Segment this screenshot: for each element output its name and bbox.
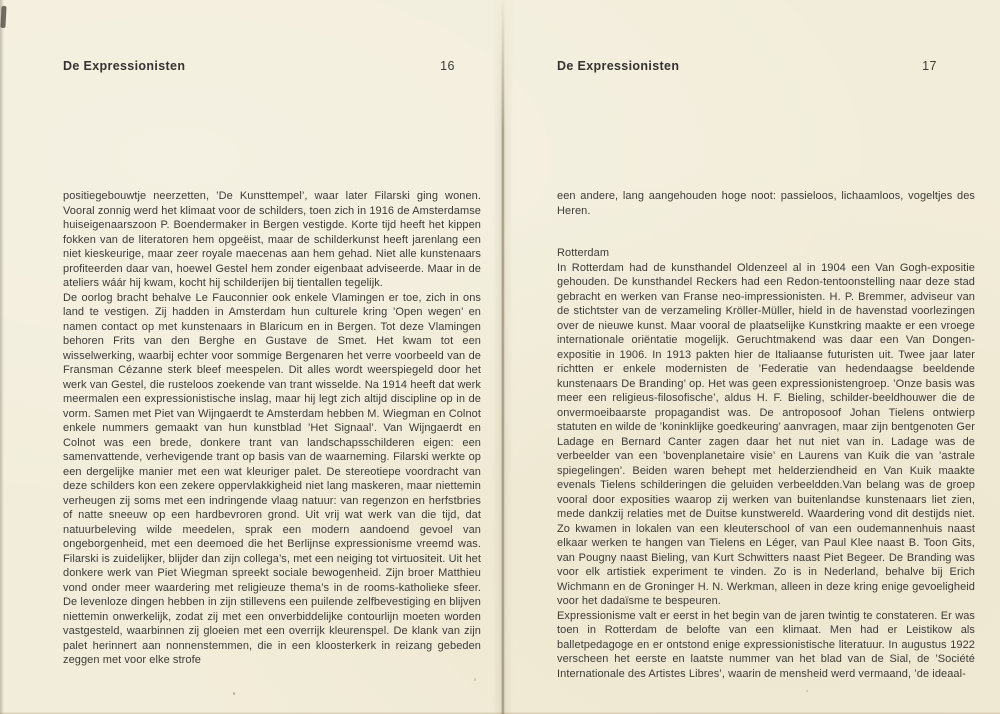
paragraph: een andere, lang aangehouden hoge noot: passieloos, lichaamloos, vogeltjes des Heren. <box>557 190 975 217</box>
right-page-body <box>557 189 975 681</box>
scan-speck <box>474 678 476 681</box>
scan-corner-mark <box>0 6 6 28</box>
right-running-title: De Expressionisten <box>557 59 680 73</box>
left-page-number: 16 <box>440 59 455 73</box>
paragraph: Expressionisme valt er eerst in het begin van de jaren twintig te constateren. Er was toen in Rotterdam de belofte van een klimaat. Men had er Leistikow als balletpedagoge en er ontstond enige expressionistische literatuur. In augustus 1922 verscheen het eerste en laatste nummer van het blad van de Sial, de ’Société Internationale des Artistes Libres’, waarin de mensheid werd vermaand, ’de ideaal- <box>557 609 975 680</box>
right-page-number: 17 <box>922 59 937 73</box>
book-spine <box>493 0 513 714</box>
paragraph: positiegebouwtje neerzetten, ’De Kunsttempel’, waar later Filarski ging wonen. Vooral zonnig werd het klimaat voor de schilders, toen zich in 1916 de Amsterdamse huiseigenaarszoon P. Boendermaker in Bergen vestigde. Korte tijd heeft het kippen fokken van de literatoren hem opgeëist, maar de schilderkunst heeft jarenlang een niet kieskeurige, maar zeer royale maecenas aan hem gehad. Niet alle kunstenaars profiteerden daar van, hoewel Gestel hem zonder eigenbaat adviseerde. Maar in de ateliers wáár hij kwam, kocht hij schilderijen bij tientallen tegelijk. <box>63 190 481 289</box>
left-page-body <box>63 189 481 668</box>
scan-speck <box>806 690 808 692</box>
left-page-header <box>63 59 455 73</box>
right-page-header <box>557 59 937 73</box>
paragraph: In Rotterdam had de kunsthandel Oldenzeel al in 1904 een Van Gogh-expositie gehouden. De kunsthandel Reckers had een Redon-tentoonstelling naar deze stad gebracht en werken van Franse neo-impressionisten. H. P. Bremmer, adviseur van de stichtster van de verzameling Kröller-Müller, hield in de havenstad voorlezingen over de nieuwe kunst. Maar vooral de plaatselijke Kunstkring maakte er een vroege internationale oriëntatie mogelijk. Geruchtmakend was daar een Van Dongen-expositie in 1906. In 1913 pakten hier de Italiaanse futuristen uit. Twee jaar later richtten er enkele modernisten de ’Federatie van hedendaagse beeldende kunstenaars De Branding’ op. Het was geen expressionistengroep. ’Onze basis was meer een religieus-filosofische’, aldus H. F. Bieling, schilder-beeldhouwer die de onvermoeibaarste propagandist was. De antroposoof Johan Tielens ontwierp statuten en wilde de ’koninklijke goedkeuring’ aanvragen, maar zijn bentgenoten Ger Ladage en Bernard Canter zagen daar het nut niet van in. Ladage was de verbeelder van een ’bovenplanetaire visie’ en Laurens van Kuik die van ’astrale spiegelingen’. Beiden waren behept met helderziendheid en Van Kuik maakte evenals Tielens schilderingen die geluiden verbeeldden.Van belang was de groep vooral door exposities waarop zij werken van buitenlandse kunstenaars liet zien, mede dankzij relaties met de Duitse kunstwereld. Waardering vond dit destijds niet. Zo kwamen in lokalen van een kleuterschool of van een oudemannenhuis naast elkaar werken te hangen van Tielens en Léger, van Paul Klee naast B. Toon Gits, van Pougny naast Bieling, van Kurt Schwitters naast Piet Begeer. De Branding was voor elk artistiek experiment te vinden. Zo is in Nederland, behalve bij Erich Wichmann en de Groninger H. N. Werkman, alleen in deze kring enige gevoeligheid voor het dadaïsme te bespeuren. <box>557 261 975 607</box>
section-heading-rotterdam: Rotterdam <box>557 247 610 259</box>
left-running-title: De Expressionisten <box>63 59 186 73</box>
paragraph: De oorlog bracht behalve Le Fauconnier ook enkele Vlamingen er toe, zich in ons land te vestigen. Zij hadden in Amsterdam hun culturele kring ’Open wegen’ en namen contact op met kunstenaars in Blaricum en in Bergen. Tot deze Vlamingen behoren Frits van den Berghe en Gustave de Smet. Het kwam tot een wisselwerking, waarbij echter voor sommige Bergenaren het verre voorbeeld van de Fransman Cézanne sterk bleef meespelen. Dit alles wordt weerspiegeld door het werk van Gestel, die rusteloos zoekende van trant wisselde. Na 1914 heeft dat werk meermalen een expressionistische inslag, maar hij legt zich altijd discipline op in de vorm. Samen met Piet van Wijngaerdt te Amsterdam hebben M. Wiegman en Colnot enkele nummers gemaakt van hun kunstblad ’Het Signaal’. Van Wijngaerdt en Colnot was een brede, donkere trant van landschapsschilderen eigen: een samenvattende, verhevigende trant op basis van de waarneming. Filarski werkte op een dergelijke manier met een wat kleuriger palet. De stereotiepe voordracht van deze schilders kon een zekere oppervlakkigheid niet lang maskeren, maar niettemin verheugen zij soms met een indringende vlaag natuur: van regenzon en herfstbries of natte sneeuw op een hardbevroren grond. Uit vrij wat werk van die tijd, dat natuurbeleving wilde meedelen, sprak een modern aandoend gevoel van ongeborgenheid, met een deemoed die het Berlijnse expressionisme vreemd was. Filarski is zuidelijker, blijder dan zijn collega’s, met een neiging tot virtuositeit. Uit het donkere werk van Piet Wiegman spreekt sociale bewogenheid. Zijn broer Matthieu vond onder meer waardering met religieuze thema’s in de rooms-katholieke sfeer. De levenloze dingen hebben in zijn stillevens een puilende zelfbevestiging en blijven niettemin onwerkelijk, zodat zij met een onverbiddelijke contourlijn moeten worden vastgesteld, waarbinnen zij gloeien met een overrijk kleurenspel. De klank van zijn palet herinnert aan nonnenstemmen, die in een kloosterkerk in reizang gebeden zeggen met voor elke strofe <box>63 291 481 666</box>
scan-left-edge-shadow <box>0 0 4 714</box>
scan-speck <box>233 692 235 695</box>
